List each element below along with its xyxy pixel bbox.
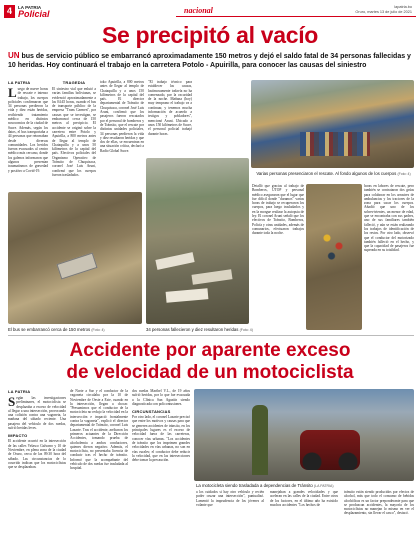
brand-big: Policial [18,9,50,19]
story1-lead-first: UN [8,51,20,60]
story1-col6-text: horas en labores de rescate, pero también se contrataron dos grúas para colaborar en los arrastres de ambulancias y los tractores de la zona para sacar los cuerpos. Añadió que uno de los sobrevivientes, un menor de edad, que se encontraba con sus padres, uno de sus familiares también falleció, y aún se están realizando los trabajos de identificación de los restos. Por otro lado, observó que el conductor del motorizado también falleció en el hecho, y que la capacidad de pasajeros fue superada en su totalidad. [364,184,414,253]
story1-col2-text: El siniestro vial que enlutó a varias familias bolivianas, se evidenció aproximadamente a las 04:45 horas, cuando el bus de transporte público de la empresa "Trans Carmen", por causas que se investigan, se embarrancó cerca de 150 metros al precipicio. El accidente se originó sobre la carretera entre Potolo y Apuirilla, a 800 metros antes de llegar al templo de Chataquilla y a unos 50 kilómetros de la capital del país. Efectivos policiales del Organismo Operativo de Tránsito de Chuquisaca, coronel José Luis Aruni, confirmó que los cuerpos fueron trasladados. [52,87,96,177]
story2-col3-sub: CIRCUNSTANCIAS [132,409,171,415]
story2-dropcap: S [8,394,16,409]
caption-victims-credit: (Foto: 4) [239,328,253,332]
story2-col1 [8,389,66,531]
caption-moto [196,483,334,488]
story2-col3-text: dos ruedas Maribel V.L., de 19 años sufrió heridas, por lo que fue evacuada a la Clínica San Agustín siendo diagnosticada con policontusiones. [132,389,190,406]
story1-headline: Se precipitó al vacío [101,22,319,48]
story2-col1-text: egún las investigaciones preliminares, el motociclista se desplazaba a exceso de velocidad al llegar a una intersección, provocando una colisión contra una vagoneta, la mañana del sábado reciente. Una pasajera del vehículo de dos ruedas, sufrió heridas leves. [8,396,66,431]
story1-col2-sub: TRAGEDIA [62,80,86,85]
story2-col1-text2: El accidente ocurrió en la intersección de las calles Velasco Galvarro y 10 de Noviembre, en plena zona de la ciudad de Oruro, cerca de las 09:30 hora del sábado. Las circunstancias de lo ocurrido indican que los motociclistas que se desplazaban. [8,439,66,470]
story1-col3-text: toko Apuirilla, a 800 metros antes de llegar al templo de Chataquilla y a unos 150 kilómetros de la capital del país. El director departamental de Tránsito de Chuquisaca, coronel José Luis Aruni, confirmó que los pasajeros fueron rescatados por el personal de bomberos y de Tránsito, que el rescate por distintas unidades policiales, 34 personas perdieron la vida y diez resultaron heridas y que dos de ellas, se encuentran en una situación crítica, declaró a Radio Global Sucre. [100,80,144,153]
story2-col3-text2: Por otro lado, el coronel Lazarte precisó que entre los motivos y causas para que se generen accidentes de tránsito, en los principales lugares es el exceso de velocidad fuera de las carreteras, conocer vías urbanas. "Los accidentes de tránsito que los imprimen grandes velocidades en vías urbanas, no son en vías rurales; el conductor debe reducir la velocidad, que en las intersecciones debe tomar la precaución. [132,415,190,463]
story1-lead-rest: bus de servicio público se embarrancó aproximadamente 150 metros y dejó el saldo fatal de 34 personas fallecidas y 10 heridas. Hoy continuará el trabajo en la carretera Potolo - Apuirilla, para conocer las causas del siniestro [8,53,411,69]
story2-col6 [344,490,414,532]
story1-col3 [100,80,144,192]
caption-rescue-credit: (Foto: 4) [397,172,411,176]
dateline: Oruro, martes 13 de julio de 2021 [355,10,412,14]
caption-bus [8,327,105,332]
motorcycle-shape [300,430,360,470]
crowd-figure [300,132,370,156]
story2-byline: LA PATRIA [8,389,31,394]
story1-col5-text: Detalló que gracias al trabajo de Bomberos, UTOP y personal médico aseguraron que el lugar que fue difícil donde "duramos" varias horas de trabajo se recuperaron los cuerpos, para luego trasladarlos y en la morgue realizar la autopsia de ley. El coronel Aruni señaló que los efectivos de Tránsito, Bomberos, Policía y otras unidades, además de comunarios, efectuaron trabajos durante toda la noche. [252,184,304,236]
story2-col6-text: tránsito están siendo producidos por efectos de alcohol, más que todo el consumo de bebidas alcohólicas es un factor preponderante para que se produzcan accidentes, la mayoría de los motociclistas no manejan lo mismo en ver el desplazamiento, sin llevar el casco", destacó. [344,490,414,516]
story-divider [8,335,414,336]
story1-dropcap: L [8,85,17,100]
header-rule [176,16,416,17]
story2-col2 [70,389,128,531]
story2-col5 [270,490,338,532]
story2-col4 [196,490,264,532]
header-bar [4,5,416,19]
brand-small: LA PATRIA [18,5,42,10]
caption-victims-text: 34 personas fallecieron y diez resultaron heridas [146,327,239,332]
story2-headline-2: de velocidad de un motociclista [66,362,354,383]
story1-col6 [364,184,414,330]
story2-col3 [132,389,190,531]
caption-rescue [256,171,411,177]
police-officer-figure [252,405,268,475]
story2-col5-text: manejaban a grandes velocidades y que aceleran en las calles de la ciudad. Entre otros de los factores, en el último año ha existido muchos accidentes "Los hechos de [270,490,338,507]
story2-col4-text: a los cuidados si hay otro vehículo y recién poder cruzar una intersección", puntualizó. Lamentó la imprudencia de los jóvenes al volante que [196,490,264,507]
caption-moto-text: La motocicleta siendo trasladada a dependencias de Tránsito [196,483,313,488]
story2-col2-text: de Norte a Sur y el conductor de la vagoneta circulaba por la 10 de Noviembre de Oeste a Este, cuando en la intersección, llegan a chocar. "Presumimos que el conductor de la motocicleta no redujo la velocidad en la intersección e impactó frontalmente contra la vagoneta", explicó el director departamental de Tránsito, coronel Luis Lazarte. Tras el accidente, arribaron los primeros actuantes de la Dirección Accidentes, tomando prueba de alcoholemia a ambos conductores, quienes dieron negativo. Además, el motociclista, no presentaba licencia de conducir tras el hecho de tránsito. Informó que la acompañante del vehículo de dos ruedas fue trasladada al hospital. [70,389,128,471]
story1-col4-text: "El trabajo técnico para establecer las causas, lastimosamente todavía no ha comenzado, por la oscuridad de la noche. Mañana (hoy) muy temprano el trabajo va a continuar, y tenemos mucha información de acuerdo a testigos y pobladores", mencionó Aruni. Ubicado a unos 150 kilómetros de Sucre, el personal policial trabajó durante horas. [148,80,192,136]
story1-byline: LA PATRIA [8,80,31,85]
caption-bus-credit: (Foto: 4) [91,328,105,332]
story2-col1-sub: IMPACTO [8,433,28,439]
site-label: lapatria.bo [394,5,412,9]
story1-col2 [52,80,96,192]
story2-headline-1: Accidente por aparente exceso [69,340,351,361]
caption-bus-text: El bus se embarrancó cerca de 150 metros [8,327,91,332]
page-number: 4 [6,6,12,16]
story1-col1-text: uego de nueve horas de rescate e intenso trabajo, los cuerpos policiales confirmaron que 34 personas perdieron la vida y diez están heridas, recibiendo tratamiento médico en distintos nosocomios de la ciudad de Sucre. Además, según los datos, el bus transportaba a 44 personas que retornaban desde diversas comunidades. Los heridos fueron evacuados al centro médico más cercano, donde los galenos informaron que algunos presentan traumatismos de gravedad y positivo a Covid-19. [8,87,48,173]
caption-victims [146,327,253,332]
rescuer-figures [318,226,348,266]
section-label: nacional [184,6,213,15]
page-number-box [4,5,15,18]
caption-moto-credit: (LA PATRIA) [314,484,334,488]
story1-lead [8,52,414,70]
story1-col5 [252,184,304,330]
caption-rescue-text: Varias personas presenciaron el rescate. Al fondo algunos de los cuerpos [256,171,397,176]
